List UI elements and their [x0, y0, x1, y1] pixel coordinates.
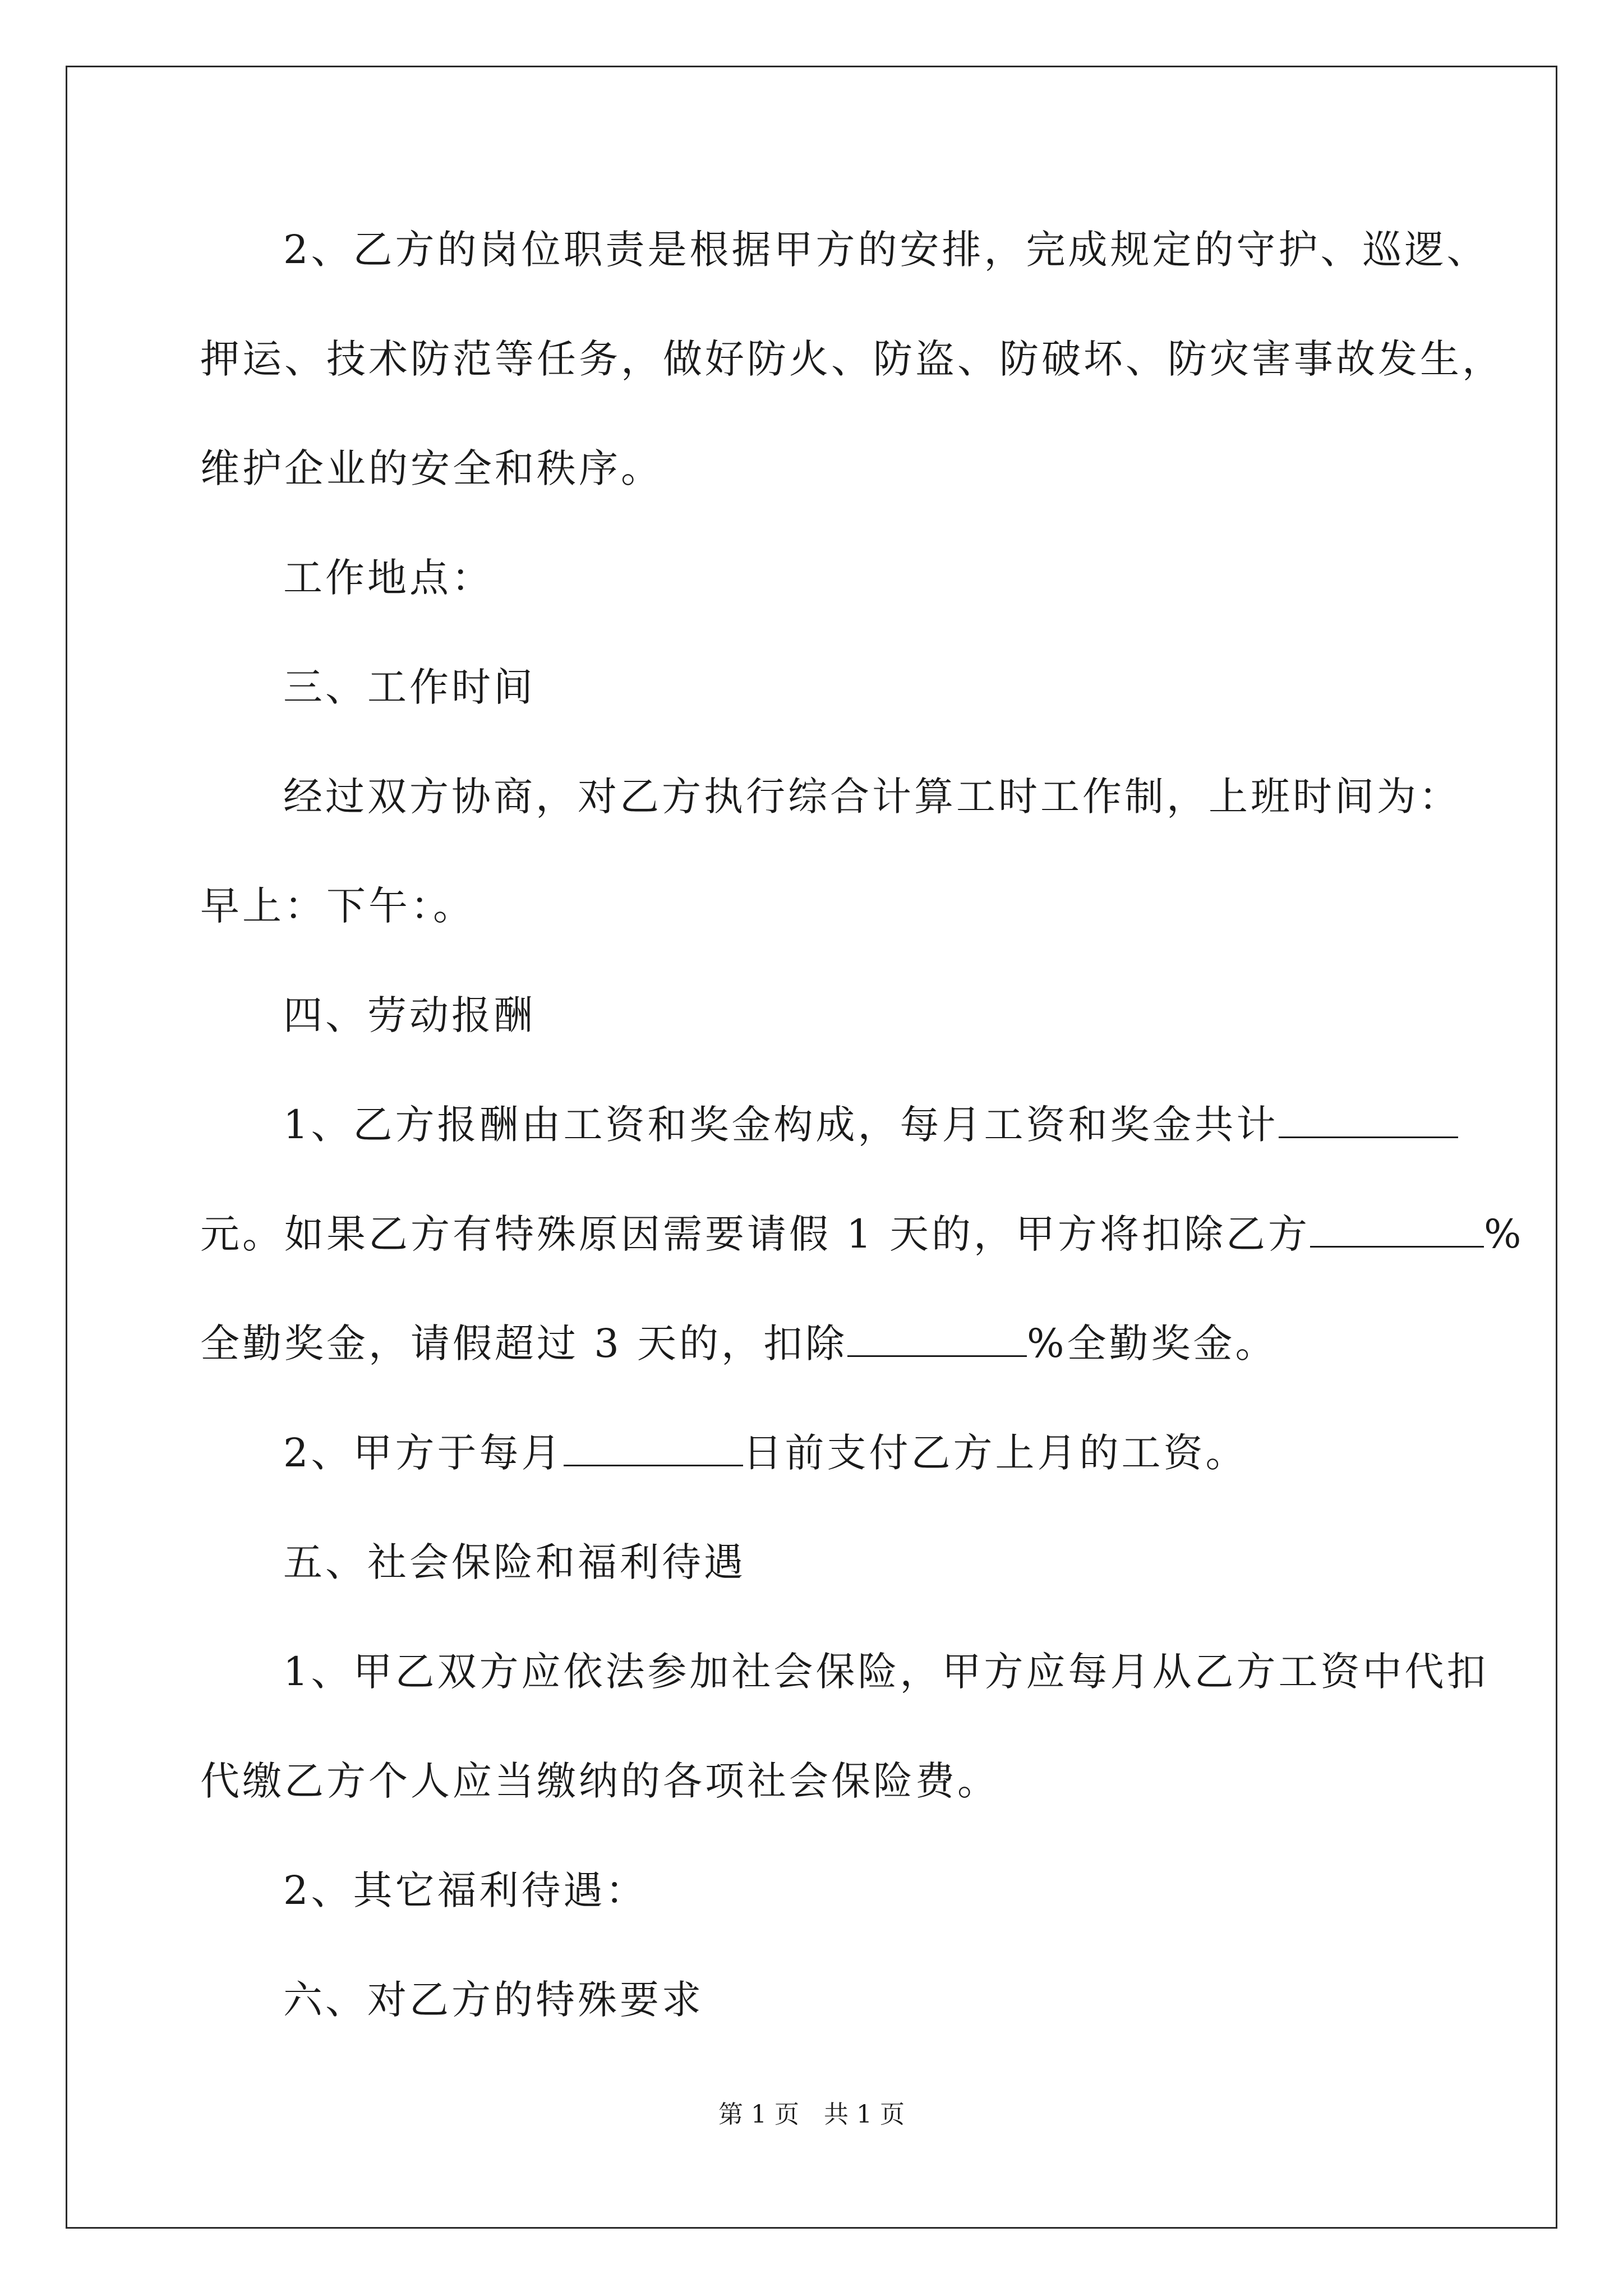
blank-underline	[564, 1430, 743, 1466]
text-segment: 全勤奖金，请假超过 3 天的，扣除	[200, 1320, 848, 1366]
pay-line-2	[200, 1206, 1524, 1262]
text-line: 维护企业的安全和秩序。	[200, 445, 663, 491]
section-heading: 四、劳动报酬	[283, 992, 536, 1038]
section-heading: 六、对乙方的特殊要求	[283, 1977, 704, 2023]
page-number: 第 1 页 共 1 页	[718, 2100, 905, 2129]
text-line: 早上：下午：。	[200, 883, 475, 929]
text-line: 2、乙方的岗位职责是根据甲方的安排，完成规定的守护、巡逻、	[283, 227, 1489, 273]
pay-line-1	[283, 1097, 1458, 1153]
section-heading: 三、工作时间	[283, 664, 536, 710]
text-segment: 1、乙方报酬由工资和奖金构成，每月工资和奖金共计	[283, 1102, 1279, 1148]
blank-underline	[1279, 1102, 1458, 1138]
text-line: 代缴乙方个人应当缴纳的各项社会保险费。	[200, 1758, 999, 1804]
blank-underline	[847, 1320, 1027, 1357]
text-segment: %全勤奖金。	[1027, 1320, 1278, 1366]
blank-underline	[1310, 1211, 1484, 1248]
text-line: 1、甲乙双方应依法参加社会保险，甲方应每月从乙方工资中代扣	[283, 1649, 1489, 1695]
text-segment: 元。如果乙方有特殊原因需要请假 1 天的，甲方将扣除乙方	[200, 1211, 1311, 1257]
text-line: 2、其它福利待遇：	[283, 1867, 648, 1913]
text-line: 押运、技术防范等任务，做好防火、防盗、防破坏、防灾害事故发生，	[200, 336, 1504, 382]
work-place-line: 工作地点：	[283, 555, 494, 601]
pay-line-3	[200, 1315, 1278, 1372]
text-segment: 2、甲方于每月	[283, 1430, 564, 1476]
section-heading: 五、社会保险和福利待遇	[283, 1539, 746, 1585]
payday-line	[283, 1425, 1248, 1481]
text-line: 经过双方协商，对乙方执行综合计算工时工作制，上班时间为：	[283, 774, 1461, 820]
text-segment: %	[1484, 1211, 1524, 1257]
text-segment: 日前支付乙方上月的工资。	[743, 1430, 1248, 1476]
